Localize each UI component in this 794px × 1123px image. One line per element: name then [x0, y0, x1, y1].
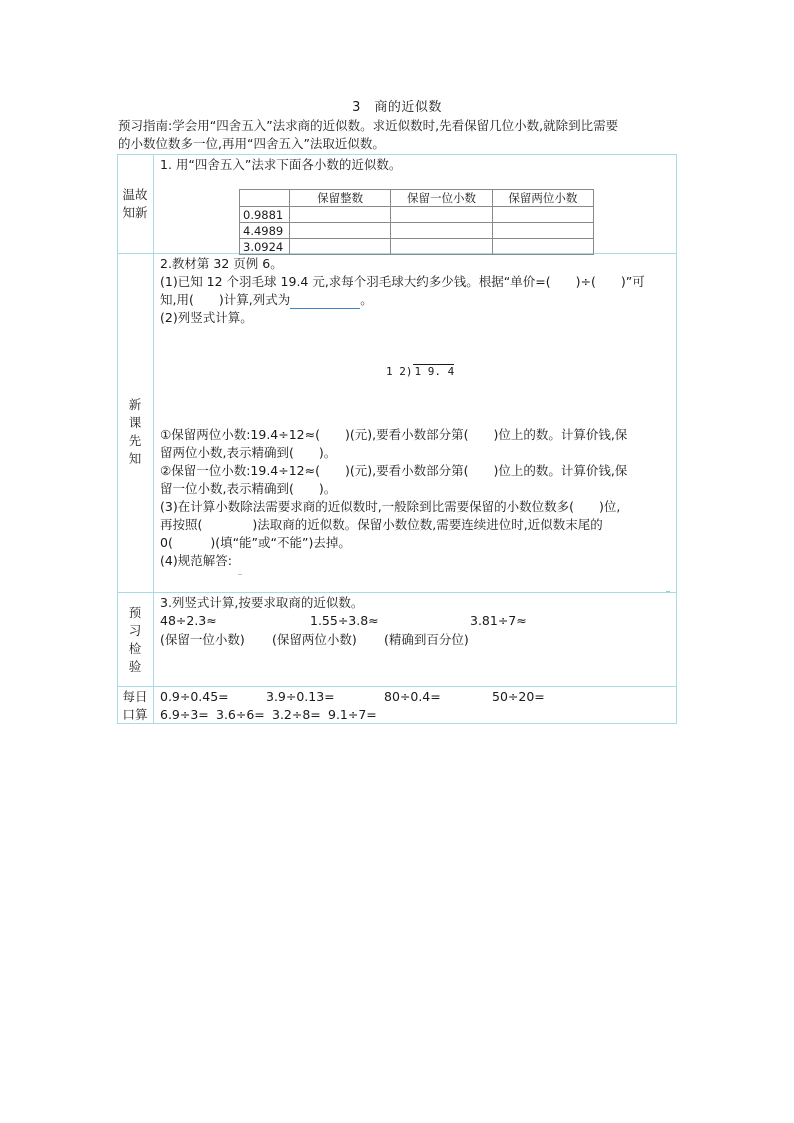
- problem-3: 3.81÷7≈: [470, 613, 527, 628]
- rounding-table: [239, 189, 594, 255]
- review-question: 1. 用“四舍五入”法求下面各小数的近似数。: [160, 157, 402, 172]
- oral-problem: 3.9÷0.13=: [266, 689, 335, 704]
- oral-problem: 50÷20=: [492, 689, 545, 704]
- new-lesson-part-a: [160, 255, 674, 327]
- table-cell: 3.0924: [240, 239, 290, 255]
- oral-problem: 9.1÷7=: [328, 707, 377, 722]
- q4: (4)规范解答:: [160, 553, 232, 568]
- divider-line: [117, 686, 677, 687]
- decorative-mark: [238, 574, 242, 575]
- q3-line-a: (3)在计算小数除法需要求商的近似数时,一般除到比需要保留的小数位数多( )位,: [160, 499, 621, 514]
- new-lesson-part-b: [160, 426, 674, 570]
- guide-line-1: 预习指南:学会用“四舍五入”法求商的近似数。求近似数时,先看保留几位小数,就除到比需要: [118, 118, 619, 133]
- label-column-divider: [153, 154, 154, 724]
- section-label-review: 温故 知新: [122, 187, 148, 220]
- oral-problem: 3.2÷8=: [272, 707, 321, 722]
- table-cell: 4.4989: [240, 223, 290, 239]
- dividend: 1 9. 4: [414, 365, 455, 378]
- formula-blank[interactable]: [290, 296, 360, 309]
- long-division-symbol: [386, 364, 454, 378]
- oral-problem: 80÷0.4=: [384, 689, 441, 704]
- oral-problem: 3.6÷6=: [216, 707, 265, 722]
- circ1-line-b: 留两位小数,表示精确到( )。: [160, 445, 337, 460]
- decorative-mark: [666, 591, 670, 592]
- requirement-1: (保留一位小数): [160, 632, 245, 647]
- q3-line-b: 再按照( )法取商的近似数。保留小数位数,需要连续进位时,近似数末尾的: [160, 517, 603, 532]
- q2-1-line-b: 知,用( )计算,列式为 。: [160, 292, 373, 307]
- answer-cell[interactable]: [492, 207, 593, 223]
- table-header-cell: 保留一位小数: [391, 190, 492, 207]
- table-header-row: [240, 190, 594, 207]
- oral-problem: 0.9÷0.45=: [160, 689, 229, 704]
- q2-1-line-a: (1)已知 12 个羽毛球 19.4 元,求每个羽毛球大约多少钱。根据“单价=( )÷( )”可: [160, 274, 645, 289]
- answer-cell[interactable]: [391, 207, 492, 223]
- answer-cell[interactable]: [391, 239, 492, 255]
- table-row: [240, 239, 594, 255]
- answer-cell[interactable]: [290, 223, 391, 239]
- answer-cell[interactable]: [492, 239, 593, 255]
- circ1-line-a: ①保留两位小数:19.4÷12≈( )(元),要看小数部分第( )位上的数。计算价钱,保: [160, 427, 628, 442]
- answer-cell[interactable]: [391, 223, 492, 239]
- section-label-daily: 每日 口算: [122, 689, 148, 722]
- circ2-line-a: ②保留一位小数:19.4÷12≈( )(元),要看小数部分第( )位上的数。计算价钱,保: [160, 463, 628, 478]
- divisor: 1 2: [386, 365, 406, 378]
- requirement-3: (精确到百分位): [384, 632, 469, 647]
- table-cell: 0.9881: [240, 207, 290, 223]
- answer-cell[interactable]: [492, 223, 593, 239]
- table-header-cell: 保留整数: [290, 190, 391, 207]
- page-title: 3 商的近似数: [352, 100, 442, 115]
- q2-2: (2)列竖式计算。: [160, 310, 253, 325]
- q3-line-c: 0( )(填“能”或“不能”)去掉。: [160, 535, 351, 550]
- requirement-2: (保留两位小数): [272, 632, 357, 647]
- divider-line: [117, 592, 677, 593]
- check-question: 3.列竖式计算,按要求取商的近似数。: [160, 595, 364, 610]
- q2-title: 2.教材第 32 页例 6。: [160, 256, 283, 271]
- guide-line-2: 的小数位数多一位,再用“四舍五入”法取近似数。: [118, 136, 385, 151]
- answer-cell[interactable]: [290, 207, 391, 223]
- answer-cell[interactable]: [290, 239, 391, 255]
- table-header-cell: [240, 190, 290, 207]
- circ2-line-b: 留一位小数,表示精确到( )。: [160, 481, 337, 496]
- table-row: [240, 223, 594, 239]
- problem-2: 1.55÷3.8≈: [310, 613, 379, 628]
- table-row: [240, 207, 594, 223]
- table-header-cell: 保留两位小数: [492, 190, 593, 207]
- preview-guide: [118, 117, 678, 153]
- division-bracket-icon: ): [405, 365, 413, 378]
- section-label-new: 新 课 先 知: [128, 397, 142, 466]
- oral-problem: 6.9÷3=: [160, 707, 209, 722]
- section-label-check: 预 习 检 验: [128, 605, 142, 674]
- problem-1: 48÷2.3≈: [160, 613, 217, 628]
